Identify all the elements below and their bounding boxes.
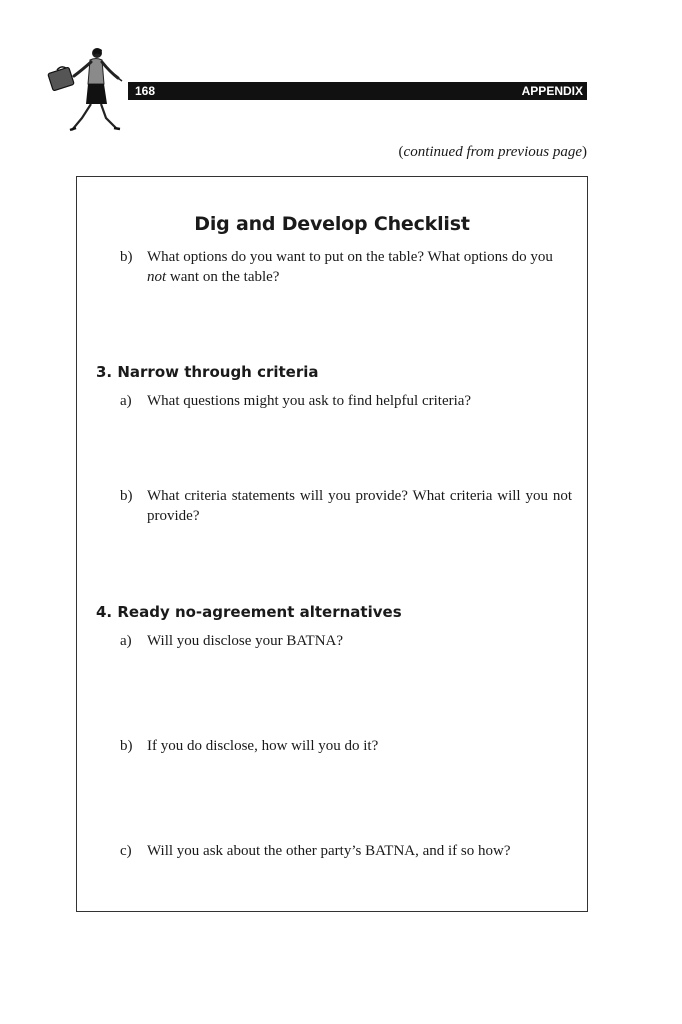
- list-item: [120, 391, 572, 411]
- list-item: [120, 736, 572, 756]
- checklist-box: [76, 176, 588, 912]
- item-text-emphasis: not: [147, 269, 167, 285]
- businesswoman-with-briefcase-icon: [44, 46, 126, 132]
- item-text: Will you ask about the other party’s BATNA, and if so how?: [147, 843, 511, 859]
- list-item: [120, 841, 572, 861]
- section-heading-criteria: 3. Narrow through criteria: [96, 363, 319, 381]
- item-letter: a): [120, 393, 132, 409]
- item-text: Will you disclose your BATNA?: [147, 633, 344, 649]
- item-letter: b): [120, 488, 133, 504]
- item-text: [147, 247, 572, 287]
- item-text: What criteria statements will you provide? What criteria will you not provide?: [147, 488, 572, 524]
- item-letter: a): [120, 633, 132, 649]
- item-letter: c): [120, 843, 132, 859]
- page-number: 168: [135, 84, 156, 98]
- continued-text: continued from previous page: [403, 144, 582, 160]
- item-text-line1: What options do you want to put on the table? What options do you: [147, 249, 553, 265]
- item-letter: b): [120, 249, 133, 265]
- continued-open-paren: (: [398, 144, 404, 160]
- item-text-rest: want on the table?: [166, 269, 280, 285]
- item-letter: b): [120, 738, 133, 754]
- continued-close-paren: ): [582, 144, 587, 160]
- list-item: [120, 486, 572, 526]
- item-text: What questions might you ask to find helpful criteria?: [147, 393, 472, 409]
- continued-note: [399, 144, 587, 161]
- running-header: [128, 82, 587, 100]
- section-heading-alternatives: 4. Ready no-agreement alternatives: [96, 603, 402, 621]
- checklist-title: Dig and Develop Checklist: [194, 213, 470, 235]
- item-text: If you do disclose, how will you do it?: [147, 738, 379, 754]
- list-item: [120, 247, 572, 287]
- section-label: APPENDIX: [521, 84, 583, 98]
- list-item: [120, 631, 572, 651]
